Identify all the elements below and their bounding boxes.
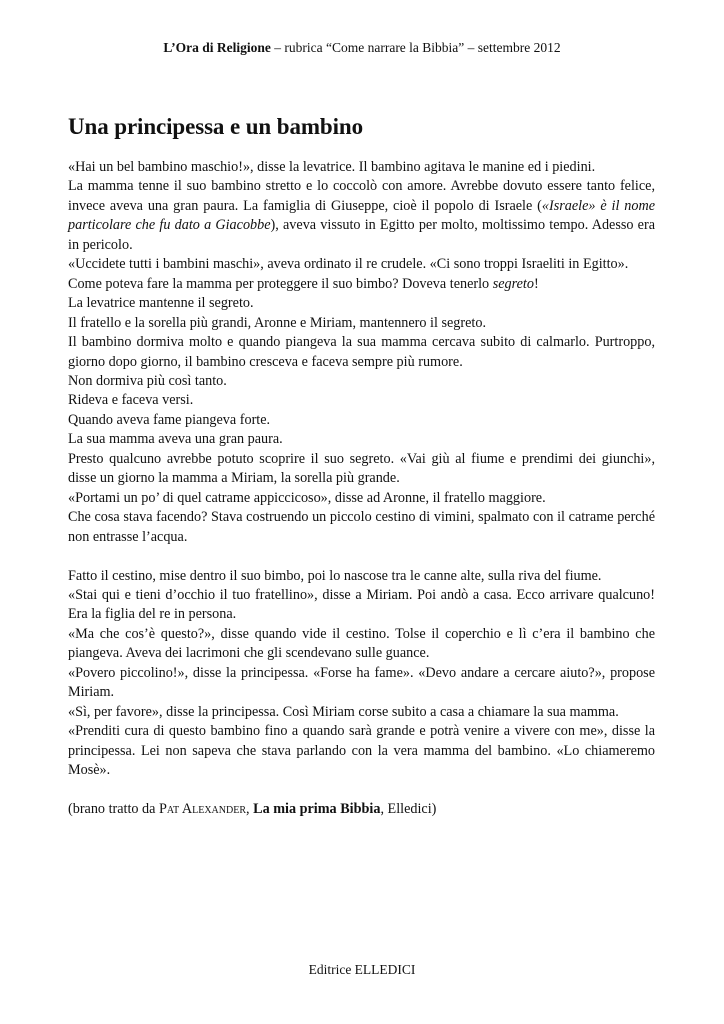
paragraph bbox=[68, 177, 655, 255]
paragraph: Rideva e faceva versi. bbox=[68, 392, 194, 409]
paragraph: Presto qualcuno avrebbe potuto scoprire il suo segreto. «Vai giù al fiume e prendimi dei giunchi», disse un giorno la mamma a Miriam, la sorella più grande. bbox=[68, 450, 655, 487]
paragraph: Non dormiva più così tanto. bbox=[68, 372, 227, 389]
paragraph: «Sì, per favore», disse la principessa. Così Miriam corse subito a casa a chiamare la sua mamma. bbox=[68, 703, 619, 720]
paragraph: «Povero piccolino!», disse la principessa. «Forse ha fame». «Devo andare a cercare aiuto?», propose Miriam. bbox=[68, 664, 655, 701]
text: , bbox=[246, 800, 254, 817]
citation-author: Pat Alexander bbox=[159, 800, 247, 817]
paragraph: Il bambino dormiva molto e quando piangeva la sua mamma cercava subito di calmarlo. Purtroppo, giorno dopo giorno, il bambino cresceva e faceva sempre più rumore. bbox=[68, 334, 655, 370]
citation-book: La mia prima Bibbia bbox=[253, 800, 381, 817]
story-body bbox=[68, 158, 655, 819]
source-citation bbox=[68, 800, 655, 819]
paragraph: «Ma che cos’è questo?», disse quando vide il cestino. Tolse il coperchio e lì c’era il bambino che piangeva. Aveva dei lacrimoni che gli scendevano sulle guance. bbox=[68, 625, 655, 662]
story-title: Una principessa e un bambino bbox=[68, 114, 363, 139]
paragraph: Il fratello e la sorella più grandi, Aronne e Miriam, mantennero il segreto. bbox=[68, 314, 486, 331]
text: Come poteva fare la mamma per proteggere il suo bimbo? Doveva tenerlo bbox=[68, 275, 493, 292]
paragraph: «Portami un po’ di quel catrame appiccicoso», disse ad Aronne, il fratello maggiore. bbox=[68, 489, 546, 506]
italic-note: «Israele» è il nome particolare che fu dato a Giacobbe bbox=[68, 197, 655, 234]
paragraph: «Hai un bel bambino maschio!», disse la levatrice. Il bambino agitava le manine ed i piedini. bbox=[68, 159, 596, 175]
text: ! bbox=[533, 275, 539, 292]
paragraph: Fatto il cestino, mise dentro il suo bimbo, poi lo nascose tra le canne alte, sulla riva del fiume. bbox=[68, 567, 602, 584]
text: La mamma tenne il suo bambino stretto e lo coccolò con amore. Avrebbe dovuto essere tanto felice, invece aveva una gran paura. La famiglia di Giuseppe, cioè il popolo di Israele ( bbox=[68, 178, 655, 214]
text: (brano tratto da bbox=[68, 800, 159, 817]
paragraph bbox=[68, 275, 655, 294]
paragraph: «Prenditi cura di questo bambino fino a quando sarà grande e potrà venire a vivere con me», disse la principessa. Lei non sapeva che stava parlando con la vera mamma del bambino. «Lo chiameremo Mosè». bbox=[68, 723, 655, 779]
text: ), aveva vissuto in Egitto per molto, moltissimo tempo. Adesso era in pericolo. bbox=[68, 217, 655, 253]
paragraph: Quando aveva fame piangeva forte. bbox=[68, 411, 271, 428]
paragraph: La levatrice mantenne il segreto. bbox=[68, 295, 254, 312]
paragraph: Che cosa stava facendo? Stava costruendo un piccolo cestino di vimini, spalmato con il catrame perché non entrasse l’acqua. bbox=[68, 509, 655, 545]
paragraph: «Uccidete tutti i bambini maschi», aveva ordinato il re crudele. «Ci sono troppi Israeliti in Egitto». bbox=[68, 256, 629, 273]
paragraph: La sua mamma aveva una gran paura. bbox=[68, 431, 283, 448]
header-rubric: – rubrica “Come narrare la Bibbia” – settembre 2012 bbox=[270, 40, 561, 55]
italic-word: segreto bbox=[492, 275, 534, 292]
page-header bbox=[0, 40, 724, 56]
page-footer: Editrice ELLEDICI bbox=[308, 962, 416, 977]
text: , Elledici) bbox=[380, 800, 437, 817]
paragraph: «Stai qui e tieni d’occhio il tuo fratellino», disse a Miriam. Poi andò a casa. Ecco arrivare qualcuno! Era la figlia del re in persona. bbox=[68, 586, 655, 623]
header-magazine: L’Ora di Religione bbox=[163, 40, 271, 55]
